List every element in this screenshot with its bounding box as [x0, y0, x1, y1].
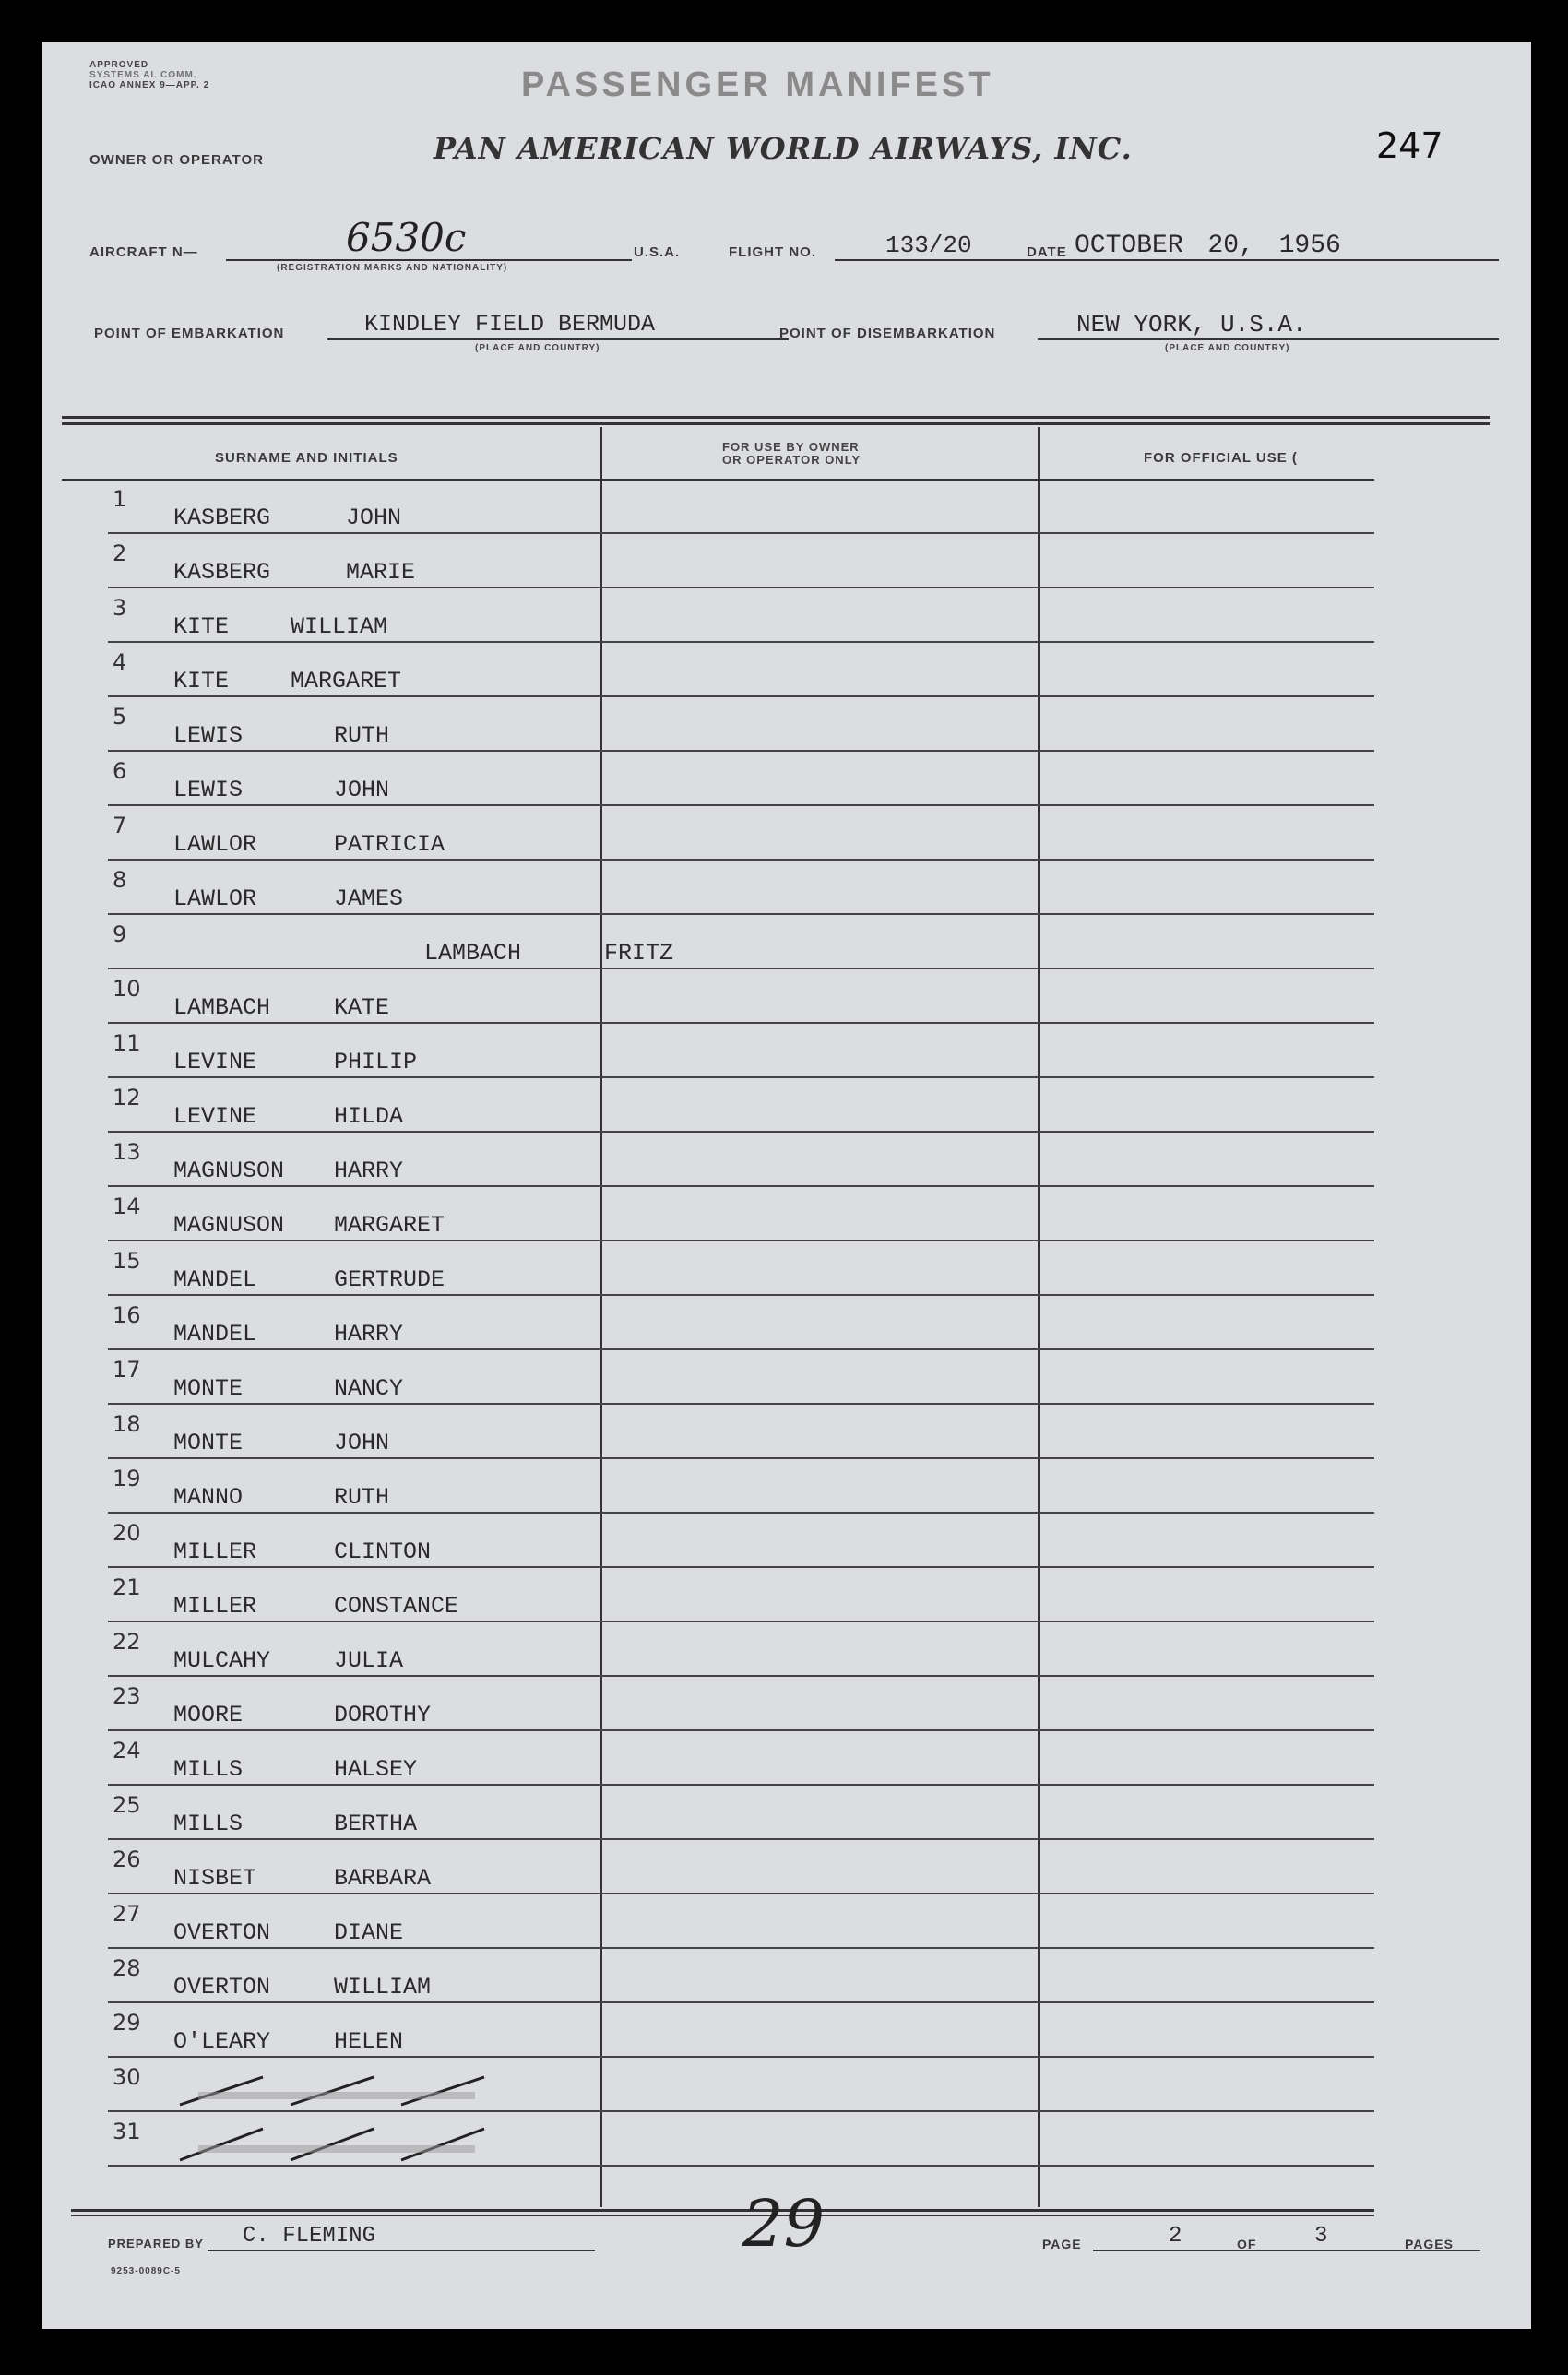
row-number: 15 [113, 1248, 141, 1274]
passenger-surname: LAMBACH [173, 994, 271, 1021]
passenger-surname: LEVINE [173, 1103, 257, 1130]
row-number: 28 [113, 1955, 141, 1981]
passenger-given-name: JOHN [334, 1430, 390, 1456]
passenger-given-name: DOROTHY [334, 1702, 432, 1728]
passenger-given-name: NANCY [334, 1375, 404, 1402]
embark-value: KINDLEY FIELD BERMUDA [364, 311, 656, 338]
column-header-owner-use-2: OR OPERATOR ONLY [722, 453, 861, 467]
pages-label: PAGES [1405, 2237, 1454, 2251]
void-strokes [161, 2057, 641, 2167]
manifest-sheet [42, 42, 1531, 2329]
date-label: DATE [1027, 244, 1067, 260]
row-number: 6 [113, 758, 127, 784]
column-header-owner-use-1: FOR USE BY OWNER [722, 440, 860, 454]
row-rule [108, 1076, 1374, 1078]
page-value: 2 [1169, 2224, 1182, 2249]
passenger-surname: LEWIS [173, 722, 244, 749]
row-rule [108, 1185, 1374, 1187]
passenger-surname: MAGNUSON [173, 1212, 285, 1239]
passenger-given-name: HELEN [334, 2028, 404, 2055]
passenger-given-name: HALSEY [334, 1756, 418, 1783]
table-top-rule-2 [62, 422, 1490, 425]
row-number: 2 [113, 540, 127, 566]
approval-line-1: APPROVED [89, 60, 149, 70]
passenger-surname: LAMBACH [424, 940, 522, 967]
row-rule [108, 804, 1374, 806]
passenger-surname: MAGNUSON [173, 1158, 285, 1184]
row-number: 18 [113, 1411, 141, 1437]
passenger-surname: MOORE [173, 1702, 244, 1728]
row-number: 8 [113, 867, 127, 893]
passenger-given-name: HILDA [334, 1103, 404, 1130]
passenger-given-name: JAMES [334, 885, 404, 912]
passenger-given-name: BARBARA [334, 1865, 432, 1892]
column-divider-1 [600, 427, 602, 2207]
column-divider-2 [1038, 427, 1040, 2207]
passenger-given-name: RUTH [334, 722, 390, 749]
passenger-surname: MILLS [173, 1811, 244, 1837]
row-rule [108, 1675, 1374, 1677]
row-number: 10 [113, 976, 141, 1002]
column-header-official: FOR OFFICIAL USE ( [1144, 450, 1298, 466]
passenger-given-name: BERTHA [334, 1811, 418, 1837]
row-rule [108, 1294, 1374, 1296]
column-header-surname: SURNAME AND INITIALS [215, 450, 398, 466]
passenger-surname: MULCAHY [173, 1647, 271, 1674]
prepared-underline [208, 2250, 595, 2251]
handwritten-count: 29 [742, 2186, 826, 2262]
passenger-given-name: JOHN [334, 777, 390, 803]
row-number: 13 [113, 1139, 141, 1165]
row-rule [108, 1348, 1374, 1350]
passenger-given-name: MARGARET [334, 1212, 445, 1239]
passenger-surname: OVERTON [173, 1919, 271, 1946]
page-label: PAGE [1042, 2237, 1082, 2251]
passenger-given-name: HARRY [334, 1321, 404, 1348]
header-bottom-rule [62, 479, 1374, 481]
passenger-given-name: KATE [334, 994, 390, 1021]
approval-line-2: SYSTEMS AL COMM. [89, 70, 197, 80]
passenger-given-name: GERTRUDE [334, 1266, 445, 1293]
row-rule [108, 695, 1374, 697]
passenger-surname: KITE [173, 668, 230, 695]
row-rule [108, 1131, 1374, 1133]
passenger-surname: MONTE [173, 1375, 244, 1402]
passenger-surname: MANNO [173, 1484, 244, 1511]
embark-label: POINT OF EMBARKATION [94, 326, 285, 341]
passenger-surname: O'LEARY [173, 2028, 271, 2055]
aircraft-sublabel: (REGISTRATION MARKS AND NATIONALITY) [277, 263, 508, 273]
table-bottom-rule-2 [71, 2215, 1374, 2216]
embark-sublabel: (PLACE AND COUNTRY) [475, 343, 600, 353]
passenger-surname: MONTE [173, 1430, 244, 1456]
passenger-given-name: CLINTON [334, 1538, 432, 1565]
row-number: 21 [113, 1574, 141, 1600]
passenger-surname: KASBERG [173, 559, 271, 586]
row-rule [108, 1893, 1374, 1894]
approval-line-3: ICAO ANNEX 9—APP. 2 [89, 80, 210, 90]
row-number: 16 [113, 1302, 141, 1328]
page-title: PASSENGER MANIFEST [521, 65, 994, 104]
row-number: 24 [113, 1738, 141, 1763]
row-rule [108, 1566, 1374, 1568]
row-number: 1 [113, 486, 127, 512]
row-number: 11 [113, 1030, 141, 1056]
passenger-given-name: MARGARET [291, 668, 402, 695]
row-number: 4 [113, 649, 127, 675]
page-stamp-number: 247 [1376, 125, 1443, 166]
row-rule [108, 1838, 1374, 1840]
embark-underline [327, 338, 789, 340]
passenger-surname: LAWLOR [173, 885, 257, 912]
passenger-given-name: PATRICIA [334, 831, 445, 858]
row-rule [108, 1947, 1374, 1949]
passenger-surname: KASBERG [173, 505, 271, 531]
passenger-given-name: WILLIAM [334, 1974, 432, 2001]
passenger-given-name: JULIA [334, 1647, 404, 1674]
row-rule [108, 859, 1374, 861]
flight-value: 133/20 [885, 232, 972, 259]
disembark-underline [1038, 338, 1499, 340]
passenger-surname: MANDEL [173, 1266, 257, 1293]
passenger-surname: MILLS [173, 1756, 244, 1783]
passenger-given-name: CONSTANCE [334, 1593, 459, 1620]
usa-label: U.S.A. [634, 244, 681, 260]
row-rule [108, 641, 1374, 643]
disembark-sublabel: (PLACE AND COUNTRY) [1165, 343, 1290, 353]
passenger-surname: KITE [173, 613, 230, 640]
owner-value: PAN AMERICAN WORLD AIRWAYS, INC. [434, 131, 1133, 166]
prepared-label: PREPARED BY [108, 2237, 204, 2250]
passenger-surname: LEWIS [173, 777, 244, 803]
table-top-rule-1 [62, 416, 1490, 419]
aircraft-value: 6530c [346, 215, 467, 260]
disembark-label: POINT OF DISEMBARKATION [779, 326, 996, 341]
passenger-surname: OVERTON [173, 1974, 271, 2001]
row-rule [108, 1784, 1374, 1786]
of-label: OF [1237, 2237, 1257, 2251]
aircraft-label: AIRCRAFT N— [89, 244, 198, 260]
row-rule [108, 587, 1374, 588]
row-number: 19 [113, 1466, 141, 1491]
row-rule [108, 1729, 1374, 1731]
of-value: 3 [1314, 2224, 1328, 2249]
row-number: 30 [113, 2064, 141, 2090]
row-rule [108, 1457, 1374, 1459]
passenger-given-name: HARRY [334, 1158, 404, 1184]
row-rule [108, 532, 1374, 534]
row-number: 26 [113, 1847, 141, 1872]
row-rule [108, 750, 1374, 752]
owner-label: OWNER OR OPERATOR [89, 152, 264, 168]
row-number: 29 [113, 2010, 141, 2036]
row-number: 22 [113, 1629, 141, 1655]
row-rule [108, 2001, 1374, 2003]
row-number: 12 [113, 1085, 141, 1110]
row-rule [108, 968, 1374, 969]
form-number: 9253-0089C-5 [111, 2266, 181, 2276]
passenger-given-name: RUTH [334, 1484, 390, 1511]
row-number: 9 [113, 921, 127, 947]
row-number: 27 [113, 1901, 141, 1927]
row-rule [108, 1621, 1374, 1622]
row-rule [108, 1022, 1374, 1024]
row-rule [108, 1512, 1374, 1514]
row-number: 3 [113, 595, 127, 621]
passenger-given-name: PHILIP [334, 1049, 418, 1075]
passenger-surname: LAWLOR [173, 831, 257, 858]
row-number: 14 [113, 1193, 141, 1219]
row-rule [108, 1240, 1374, 1241]
row-number: 25 [113, 1792, 141, 1818]
row-number: 17 [113, 1357, 141, 1383]
table-bottom-rule-1 [71, 2209, 1374, 2212]
passenger-given-name: DIANE [334, 1919, 404, 1946]
passenger-given-name: WILLIAM [291, 613, 388, 640]
passenger-surname: MANDEL [173, 1321, 257, 1348]
row-number: 20 [113, 1520, 141, 1546]
passenger-surname: LEVINE [173, 1049, 257, 1075]
row-rule [108, 913, 1374, 915]
row-number: 23 [113, 1683, 141, 1709]
disembark-value: NEW YORK, U.S.A. [1076, 311, 1307, 338]
passenger-given-name: FRITZ [604, 940, 674, 967]
flight-label: FLIGHT NO. [729, 244, 816, 260]
passenger-given-name: JOHN [346, 505, 402, 531]
date-value: OCTOBER 20, 1956 [1075, 232, 1341, 260]
prepared-value: C. FLEMING [243, 2224, 376, 2249]
row-number: 5 [113, 704, 127, 730]
passenger-given-name: MARIE [346, 559, 416, 586]
passenger-surname: MILLER [173, 1538, 257, 1565]
passenger-surname: MILLER [173, 1593, 257, 1620]
row-number: 31 [113, 2119, 141, 2144]
row-rule [108, 1403, 1374, 1405]
passenger-surname: NISBET [173, 1865, 257, 1892]
row-number: 7 [113, 813, 127, 838]
